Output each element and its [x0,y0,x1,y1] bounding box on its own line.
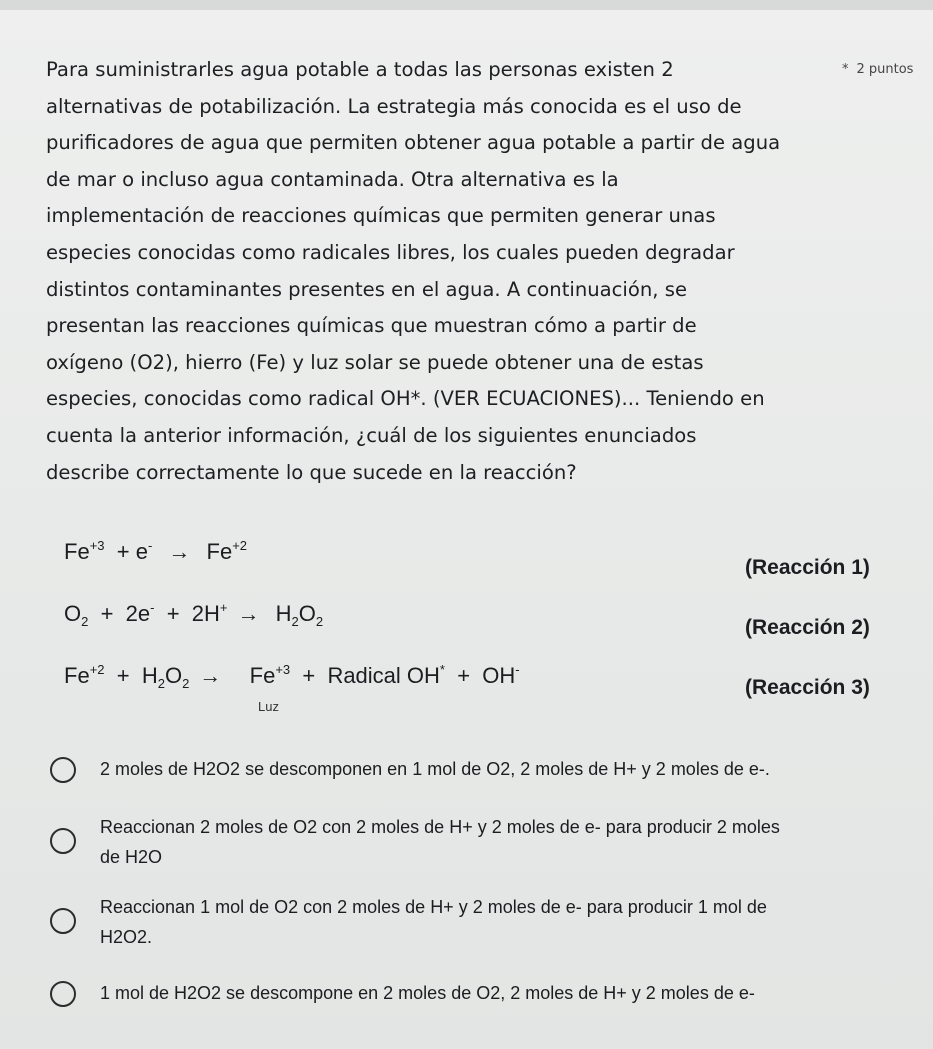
option-text: 1 mol de H2O2 se descompone en 2 moles de O2, 2 moles de H+ y 2 moles de e- [100,983,755,1003]
radio-button-icon[interactable] [50,757,76,783]
question-line: especies conocidas como radicales libres, los cuales pueden degradar [46,240,735,264]
option-text: 2 moles de H2O2 se descomponen en 1 mol de O2, 2 moles de H+ y 2 moles de e-. [100,759,770,779]
reaction-1-label: (Reacción 1) [745,556,870,579]
question-line: de mar o incluso agua contaminada. Otra alternativa es la [46,167,619,191]
option-text: de H2O [100,847,163,867]
question-line: describe correctamente lo que sucede en la reacción? [46,460,577,484]
question-line: oxígeno (O2), hierro (Fe) y luz solar se puede obtener una de estas [46,350,704,374]
question-line: distintos contaminantes presentes en el agua. A continuación, se [46,277,688,301]
reaction-2-equation: $O_2 + 2e^- + 2H^+ \to H_2O_2$ [64,600,324,629]
option-text: H2O2. [100,927,153,947]
question-text [46,52,836,491]
radio-button-icon[interactable] [50,981,76,1007]
option-text: Reaccionan 1 mol de O2 con 2 moles de H+ y 2 moles de e- para producir 1 mol de [100,897,767,917]
points-label: 2 puntos [856,62,914,77]
reaction-3-label: (Reacción 3) [745,676,870,699]
question-line: implementación de reacciones químicas que permiten generar unas [46,204,716,228]
radio-button-icon[interactable] [50,828,76,854]
reaction-1-equation: $Fe^{+3} + e^- \to Fe^{+2}$ [64,538,248,564]
question-line: Para suministrarles agua potable a todas las personas existen 2 [46,58,674,81]
points-indicator [842,62,913,77]
question-line: especies, conocidas como radical OH*. (VER ECUACIONES)... Teniendo en [46,387,765,411]
required-mark: * [842,62,849,77]
question-line: cuenta la anterior información, ¿cuál de los siguientes enunciados [46,423,697,447]
question-line: presentan las reacciones químicas que muestran cómo a partir de [46,314,697,338]
question-line: alternativas de potabilización. La estrategia más conocida es el uso de [46,94,742,118]
reaction-3-condition: Luz [258,699,279,714]
option-text: Reaccionan 2 moles de O2 con 2 moles de H+ y 2 moles de e- para producir 2 moles [100,817,780,837]
question-line: purificadores de agua que permiten obtener agua potable a partir de agua [46,131,781,155]
top-strip [0,0,933,10]
reaction-2-label: (Reacción 2) [745,616,870,639]
reaction-3-equation: $Fe^{+2} + H_2O_2 \to Fe^{+3}$ + Radical OH* + OH- [64,662,520,691]
radio-button-icon[interactable] [50,908,76,934]
